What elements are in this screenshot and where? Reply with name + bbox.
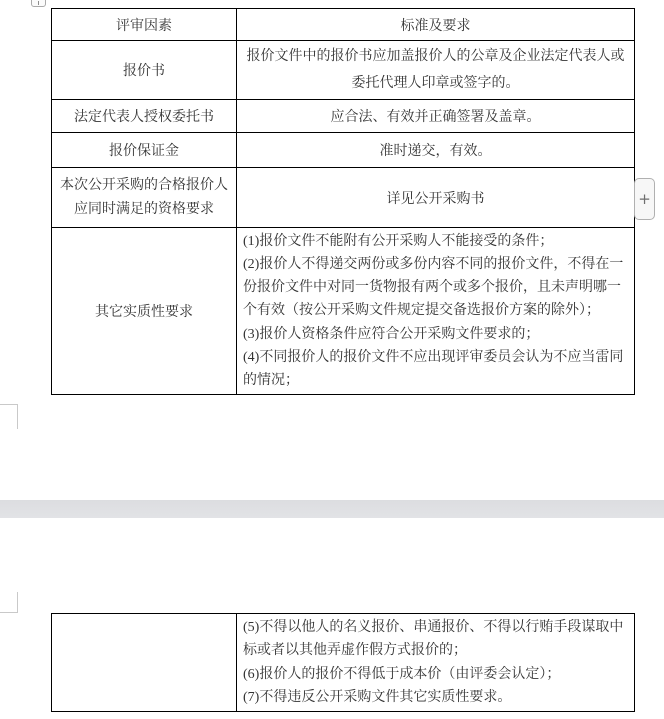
cell-factor-bid-bond[interactable]: 报价保证金 <box>52 133 237 168</box>
text-boundary-mark <box>0 612 17 613</box>
requirement-item-3: (3)报价人资格条件应符合公开采购文件要求的； <box>243 326 540 342</box>
cell-requirement-other-substantive[interactable] <box>237 228 635 395</box>
cell-factor-quotation-letter[interactable]: 报价书 <box>52 41 237 100</box>
requirement-item-7: (7)不得违反公开采购文件其它实质性要求。 <box>243 689 512 705</box>
table-move-handle[interactable] <box>31 0 46 7</box>
table-row <box>52 41 635 100</box>
evaluation-table-page2 <box>51 613 635 712</box>
cell-requirement-bid-bond[interactable]: 准时递交，有效。 <box>237 133 635 168</box>
header-cell-factor[interactable]: 评审因素 <box>52 9 237 41</box>
header-cell-requirement[interactable]: 标准及要求 <box>237 9 635 41</box>
requirement-item-2: (2)报价人不得递交两份或多份内容不同的报价文件，不得在一份报价文件中对同一货物报有两个或多个报价，且未声明哪一个有效（按公开采购文件规定提交备选报价方案的除外）； <box>243 256 624 319</box>
evaluation-table-page1 <box>51 8 635 395</box>
move-cross-icon <box>38 1 39 5</box>
requirement-item-4: (4)不同报价人的报价文件不应出现评审委员会认为不应当雷同的情况； <box>243 349 624 388</box>
cell-requirement-qualification[interactable]: 详见公开采购书 <box>237 168 635 228</box>
page-gap-band <box>0 500 664 518</box>
table-row <box>52 228 635 395</box>
plus-icon: + <box>638 189 651 208</box>
cell-factor-continuation-empty[interactable] <box>52 614 237 712</box>
cell-requirement-power-of-attorney[interactable]: 应合法、有效并正确签署及盖章。 <box>237 100 635 133</box>
cell-requirement-quotation-letter[interactable]: 报价文件中的报价书应加盖报价人的公章及企业法定代表人或委托代理人印章或签字的。 <box>237 41 635 100</box>
requirement-item-1: (1)报价文件不能附有公开采购人不能接受的条件； <box>243 233 554 249</box>
table-row <box>52 614 635 712</box>
requirement-item-6: (6)报价人的报价不得低于成本价（由评委会认定）； <box>243 666 561 682</box>
table-row <box>52 168 635 228</box>
cell-requirement-continuation[interactable] <box>237 614 635 712</box>
table-quick-add-button[interactable] <box>634 178 655 220</box>
table-row <box>52 133 635 168</box>
cell-factor-power-of-attorney[interactable]: 法定代表人授权委托书 <box>52 100 237 133</box>
text-boundary-mark <box>0 404 17 405</box>
text-boundary-mark <box>17 404 18 429</box>
table-row <box>52 100 635 133</box>
cell-factor-qualification[interactable]: 本次公开采购的合格报价人应同时满足的资格要求 <box>52 168 237 228</box>
text-boundary-mark <box>17 592 18 613</box>
table-header-row <box>52 9 635 41</box>
requirement-item-5: (5)不得以他人的名义报价、串通报价、不得以行贿手段谋取中标或者以其他弄虚作假方式报价的； <box>243 620 624 659</box>
cell-factor-other-substantive[interactable]: 其它实质性要求 <box>52 228 237 395</box>
